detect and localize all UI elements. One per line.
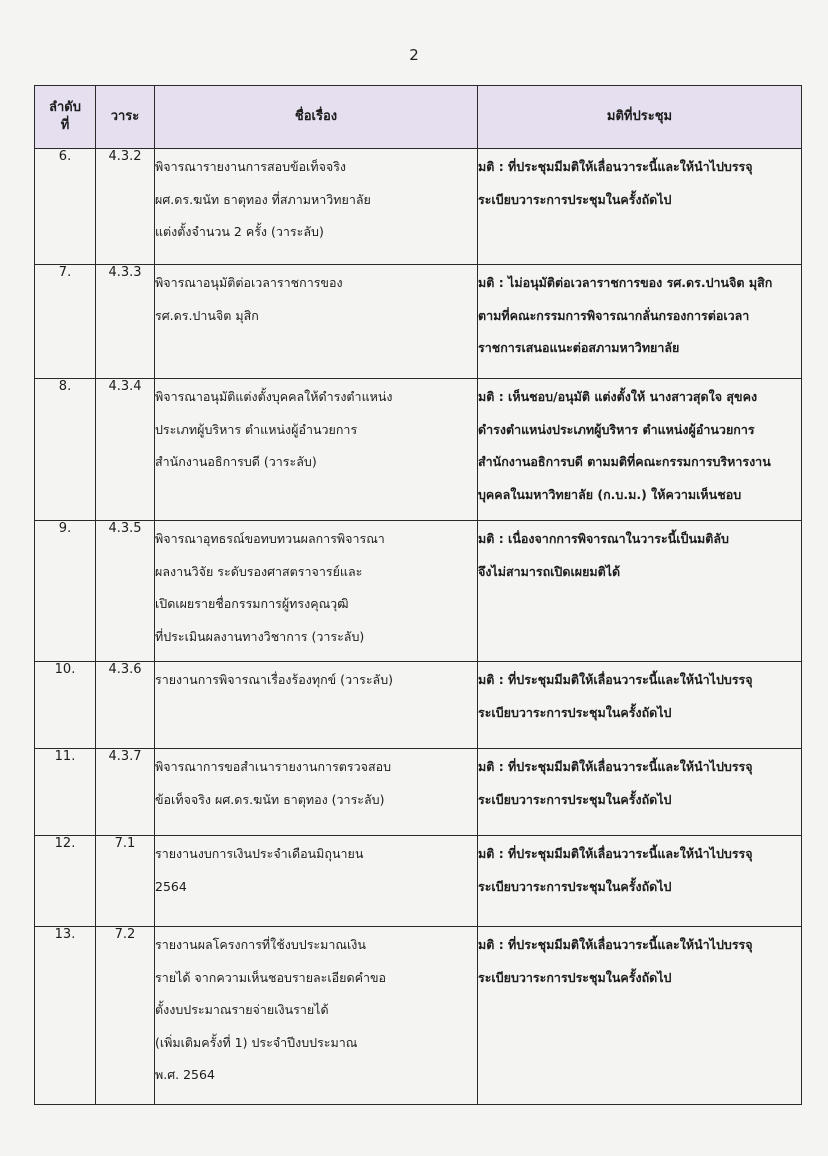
resolution-line: ระเบียบวาระการประชุมในครั้งถัดไป: [478, 191, 672, 207]
resolution-line: ดำรงตำแหน่งประเภทผู้บริหาร ตำแหน่งผู้อำนวยการ: [478, 421, 755, 437]
header-sequence-line: ลำดับ: [49, 100, 81, 115]
topic-line: สำนักงานอธิการบดี (วาระลับ): [155, 454, 317, 469]
topic-cell: [155, 927, 478, 1105]
resolution-line: บุคคลในมหาวิทยาลัย (ก.บ.ม.) ให้ความเห็นชอบ: [478, 486, 742, 502]
topic-line: รายงานผลโครงการที่ใช้งบประมาณเงิน: [155, 937, 366, 952]
topic-line: ข้อเท็จจริง ผศ.ดร.ฆนัท ธาตุทอง (วาระลับ): [155, 791, 385, 807]
resolution-line: มติ : เนื่องจากการพิจารณาในวาระนี้เป็นมติลับ: [478, 531, 729, 546]
resolution-line: ระเบียบวาระการประชุมในครั้งถัดไป: [478, 969, 672, 985]
topic-cell: [155, 265, 478, 379]
topic-line: 2564: [155, 878, 187, 894]
table-row: [35, 379, 802, 521]
topic-line: พิจารณาอุทธรณ์ขอทบทวนผลการพิจารณา: [155, 531, 385, 546]
resolution-cell: [478, 379, 802, 521]
topic-line: รายงานงบการเงินประจำเดือนมิถุนายน: [155, 846, 364, 861]
sequence-cell: 13.: [35, 927, 96, 1105]
resolution-line: จึงไม่สามารถเปิดเผยมติได้: [478, 563, 621, 579]
resolution-cell: [478, 149, 802, 265]
sequence-cell: 8.: [35, 379, 96, 521]
sequence-cell: 10.: [35, 662, 96, 749]
topic-line: พิจารณาการขอสำเนารายงานการตรวจสอบ: [155, 759, 392, 774]
resolution-cell: [478, 265, 802, 379]
resolution-cell: [478, 927, 802, 1105]
resolution-line: ราชการเสนอแนะต่อสภามหาวิทยาลัย: [478, 340, 680, 355]
header-sequence: [35, 86, 96, 149]
sequence-cell: 9.: [35, 521, 96, 662]
topic-line: ที่ประเมินผลงานทางวิชาการ (วาระลับ): [155, 628, 365, 644]
sequence-cell: 11.: [35, 749, 96, 836]
resolution-cell: [478, 749, 802, 836]
topic-line: เปิดเผยรายชื่อกรรมการผู้ทรงคุณวุฒิ: [155, 596, 349, 611]
topic-line: ผลงานวิจัย ระดับรองศาสตราจารย์และ: [155, 563, 363, 579]
resolution-line: มติ : ที่ประชุมมีมติให้เลื่อนวาระนี้และให้นำไปบรรจุ: [478, 672, 753, 687]
topic-line: รายงานการพิจารณาเรื่องร้องทุกข์ (วาระลับ): [155, 672, 394, 687]
resolution-line: มติ : เห็นชอบ/อนุมัติ แต่งตั้งให้ นางสาวสุดใจ สุขคง: [478, 389, 758, 404]
topic-cell: [155, 836, 478, 927]
table-row: [35, 149, 802, 265]
agenda-cell: 4.3.3: [96, 265, 155, 379]
table-row: [35, 265, 802, 379]
agenda-cell: 4.3.4: [96, 379, 155, 521]
topic-line: ตั้งงบประมาณรายจ่ายเงินรายได้: [155, 1002, 329, 1017]
topic-cell: [155, 749, 478, 836]
topic-cell: [155, 662, 478, 749]
minutes-table: [34, 85, 802, 1105]
header-resolution: มติที่ประชุม: [478, 86, 802, 149]
topic-line: พ.ศ. 2564: [155, 1067, 215, 1082]
resolution-line: ตามที่คณะกรรมการพิจารณากลั่นกรองการต่อเวลา: [478, 307, 750, 323]
table-row: [35, 749, 802, 836]
header-sequence-line: ที่: [60, 118, 70, 133]
topic-line: รายได้ จากความเห็นชอบรายละเอียดคำขอ: [155, 969, 387, 985]
table-header-row: [35, 86, 802, 149]
agenda-cell: 7.2: [96, 927, 155, 1105]
topic-line: พิจารณารายงานการสอบข้อเท็จจริง: [155, 159, 347, 174]
sequence-cell: 7.: [35, 265, 96, 379]
topic-line: พิจารณาอนุมัติแต่งตั้งบุคคลให้ดำรงตำแหน่ง: [155, 389, 393, 404]
resolution-cell: [478, 662, 802, 749]
topic-line: (เพิ่มเติมครั้งที่ 1) ประจำปีงบประมาณ: [155, 1034, 358, 1050]
topic-line: รศ.ดร.ปานจิต มุสิก: [155, 307, 259, 323]
topic-cell: [155, 149, 478, 265]
agenda-cell: 4.3.6: [96, 662, 155, 749]
agenda-cell: 4.3.7: [96, 749, 155, 836]
table-row: [35, 521, 802, 662]
resolution-line: ระเบียบวาระการประชุมในครั้งถัดไป: [478, 878, 672, 894]
topic-line: แต่งตั้งจำนวน 2 ครั้ง (วาระลับ): [155, 224, 324, 239]
table-row: [35, 927, 802, 1105]
header-topic: ชื่อเรื่อง: [155, 86, 478, 149]
agenda-cell: 4.3.5: [96, 521, 155, 662]
table-row: [35, 662, 802, 749]
table-row: [35, 836, 802, 927]
resolution-cell: [478, 836, 802, 927]
resolution-line: มติ : ที่ประชุมมีมติให้เลื่อนวาระนี้และให้นำไปบรรจุ: [478, 759, 753, 774]
page-number: 2: [409, 46, 419, 64]
topic-line: ประเภทผู้บริหาร ตำแหน่งผู้อำนวยการ: [155, 421, 358, 437]
agenda-cell: 4.3.2: [96, 149, 155, 265]
header-agenda: วาระ: [96, 86, 155, 149]
resolution-line: มติ : ไม่อนุมัติต่อเวลาราชการของ รศ.ดร.ปานจิต มุสิก: [478, 275, 773, 290]
sequence-cell: 6.: [35, 149, 96, 265]
resolution-line: มติ : ที่ประชุมมีมติให้เลื่อนวาระนี้และให้นำไปบรรจุ: [478, 846, 753, 861]
resolution-cell: [478, 521, 802, 662]
agenda-cell: 7.1: [96, 836, 155, 927]
sequence-cell: 12.: [35, 836, 96, 927]
resolution-line: ระเบียบวาระการประชุมในครั้งถัดไป: [478, 791, 672, 807]
topic-line: พิจารณาอนุมัติต่อเวลาราชการของ: [155, 275, 343, 290]
resolution-line: สำนักงานอธิการบดี ตามมติที่คณะกรรมการบริหารงาน: [478, 454, 771, 469]
topic-line: ผศ.ดร.ฆนัท ธาตุทอง ที่สภามหาวิทยาลัย: [155, 191, 371, 207]
topic-cell: [155, 521, 478, 662]
topic-cell: [155, 379, 478, 521]
resolution-line: มติ : ที่ประชุมมีมติให้เลื่อนวาระนี้และให้นำไปบรรจุ: [478, 937, 753, 952]
resolution-line: มติ : ที่ประชุมมีมติให้เลื่อนวาระนี้และให้นำไปบรรจุ: [478, 159, 753, 174]
resolution-line: ระเบียบวาระการประชุมในครั้งถัดไป: [478, 704, 672, 720]
